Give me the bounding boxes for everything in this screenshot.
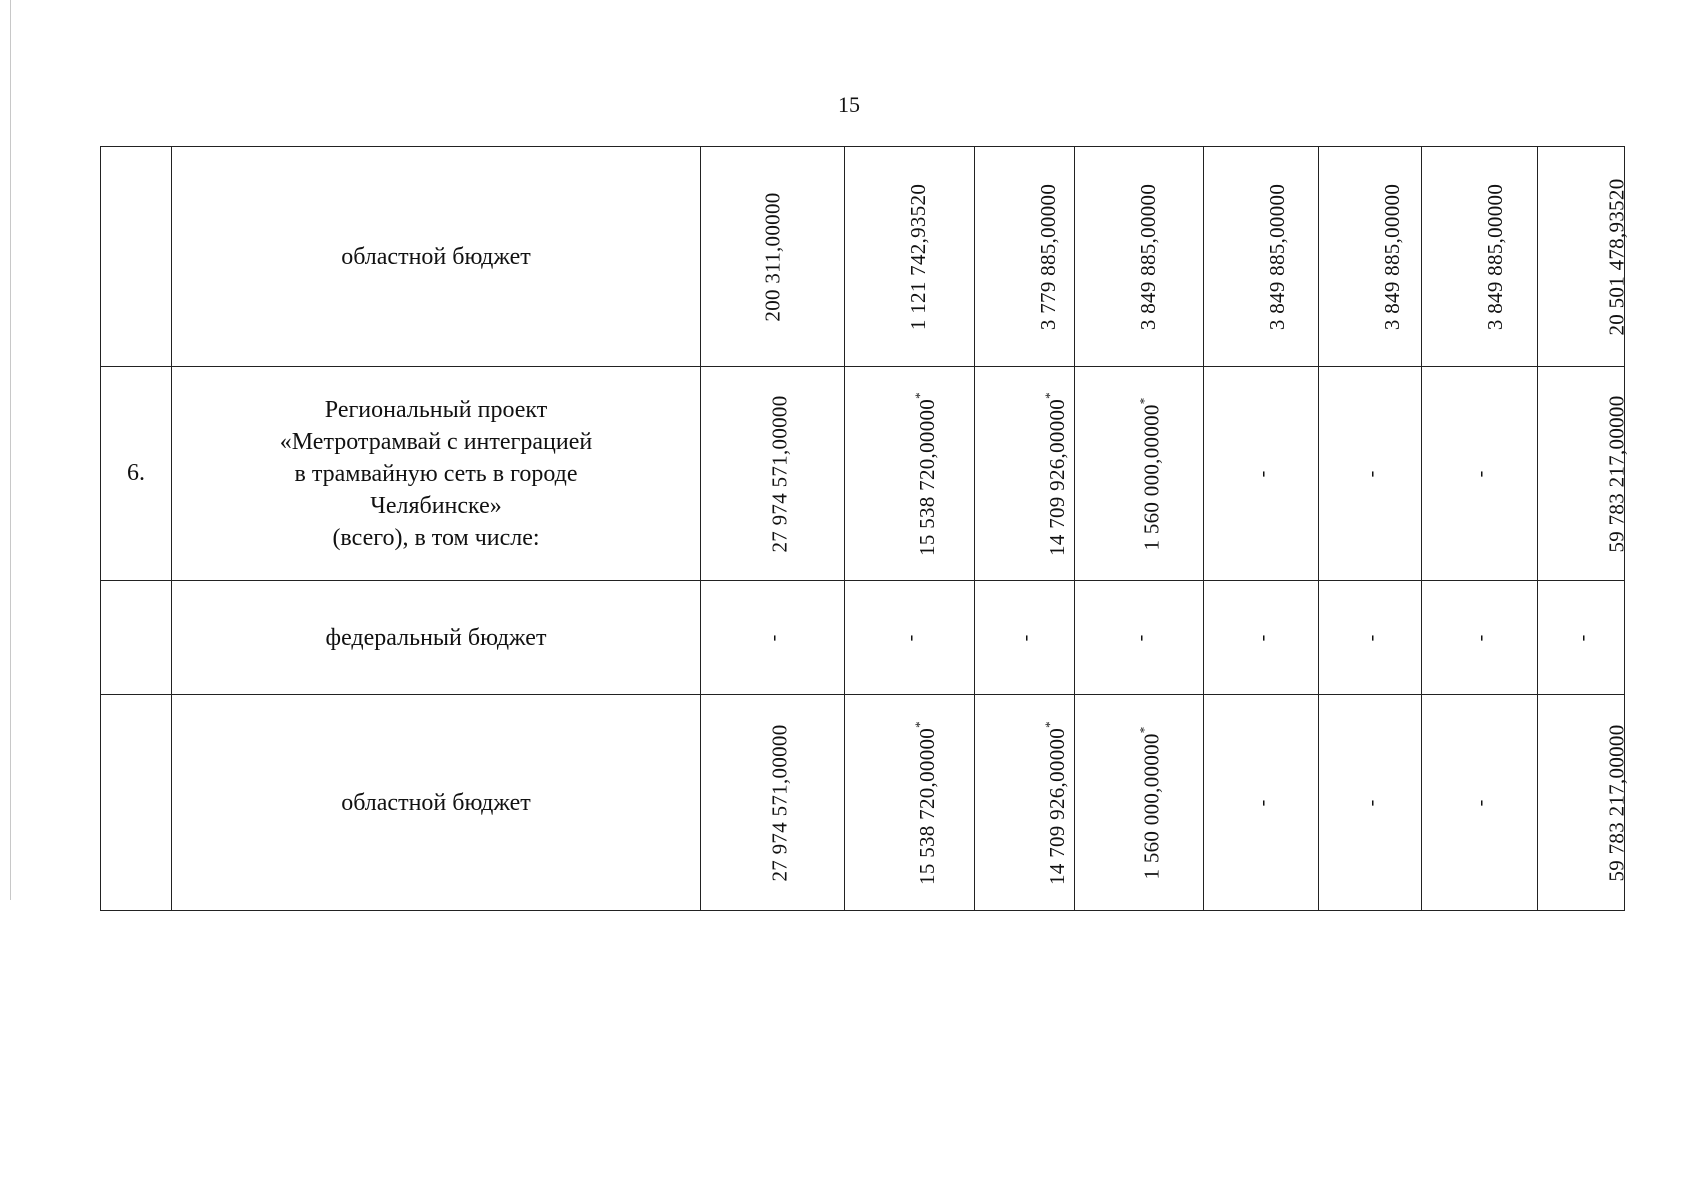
footnote-mark: * [1041, 391, 1057, 399]
value-cell [845, 581, 975, 695]
value-number: 3 849 885,00000 [1380, 183, 1405, 330]
value-text [760, 634, 786, 641]
value-cell [1075, 695, 1204, 911]
value-cell [1075, 367, 1204, 581]
value-number: 1 560 000,00000 [1139, 403, 1164, 551]
scan-left-edge [10, 0, 11, 900]
row-name-cell [172, 581, 701, 695]
value-text [1126, 634, 1152, 641]
value-cell [701, 367, 845, 581]
page-number: 15 [838, 92, 860, 117]
table-row [101, 581, 1625, 695]
row-name-line: областной бюджет [341, 789, 531, 816]
value-cell [1422, 147, 1538, 367]
value-number: 14 709 926,00000 [1044, 727, 1069, 885]
value-number: 15 538 720,00000 [914, 727, 939, 885]
value-cell [1538, 581, 1625, 695]
value-text [760, 192, 786, 321]
value-cell [1422, 367, 1538, 581]
value-cell [1075, 147, 1204, 367]
value-text [1379, 183, 1405, 329]
value-text [1357, 470, 1383, 477]
value-text [767, 724, 793, 881]
row-name-line: областной бюджет [341, 243, 531, 270]
row-name-cell [172, 367, 701, 581]
value-cell [1204, 367, 1319, 581]
value-text [1035, 183, 1061, 329]
value-cell [975, 367, 1075, 581]
value-cell [1319, 695, 1422, 911]
value-cell [975, 695, 1075, 911]
value-text [1248, 470, 1274, 477]
row-number-cell [101, 695, 172, 911]
value-text [1136, 396, 1165, 551]
value-cell [1204, 695, 1319, 911]
footnote-mark: * [911, 391, 927, 399]
value-cell [1538, 695, 1629, 911]
value-text [1012, 634, 1038, 641]
row-number-cell [101, 147, 172, 367]
footnote-mark: * [1136, 396, 1152, 404]
value-number: 3 849 885,00000 [1136, 183, 1161, 330]
value-text [911, 720, 940, 885]
row-name-cell [172, 147, 701, 367]
value-number: - [1250, 634, 1273, 641]
value-cell [1422, 695, 1538, 911]
footnote-mark: * [911, 720, 927, 728]
value-cell [1075, 581, 1204, 695]
value-number: 27 974 571,00000 [767, 394, 792, 553]
value-number: - [1359, 634, 1382, 641]
value-text [897, 634, 923, 641]
value-cell [975, 147, 1075, 367]
value-number: 15 538 720,00000 [914, 398, 939, 556]
table-row [101, 147, 1625, 367]
value-number: 1 121 742,93520 [906, 183, 931, 330]
value-number: - [1469, 799, 1492, 806]
value-number: 200 311,00000 [760, 191, 785, 322]
footnote-mark: * [1136, 725, 1152, 733]
value-text [1604, 178, 1630, 335]
row-name-line: (всего), в том числе: [332, 524, 540, 551]
value-text [1357, 799, 1383, 806]
value-number: 1 560 000,00000 [1139, 732, 1164, 880]
table-row [101, 695, 1625, 911]
value-number: - [1014, 634, 1037, 641]
value-text [767, 395, 793, 552]
value-number: 59 783 217,00000 [1604, 394, 1629, 553]
value-number: - [762, 634, 785, 641]
value-cell [975, 581, 1075, 695]
value-number: - [1469, 634, 1492, 641]
value-number: 14 709 926,00000 [1044, 398, 1069, 556]
value-text [1568, 634, 1594, 641]
value-number: - [1128, 634, 1151, 641]
value-number: 3 779 885,00000 [1036, 183, 1061, 330]
value-cell [845, 367, 975, 581]
value-cell [701, 147, 845, 367]
row-name-line: Региональный проект [324, 396, 548, 423]
value-text [1467, 634, 1493, 641]
value-text [1357, 634, 1383, 641]
row-name-cell [172, 695, 701, 911]
value-text [1248, 634, 1274, 641]
value-cell [1204, 147, 1319, 367]
row-name-line: федеральный бюджет [325, 624, 547, 651]
value-number: 27 974 571,00000 [767, 723, 792, 882]
value-text [1604, 724, 1630, 881]
value-cell [1204, 581, 1319, 695]
value-text [1604, 395, 1630, 552]
value-cell [845, 147, 975, 367]
value-cell [1538, 367, 1629, 581]
value-text [1467, 799, 1493, 806]
value-cell [701, 695, 845, 911]
value-text [1264, 183, 1290, 329]
footnote-mark: * [1041, 720, 1057, 728]
value-number: 20 501 478,93520 [1604, 177, 1629, 336]
value-cell [1319, 581, 1422, 695]
value-text [1467, 470, 1493, 477]
row-name-line: «Метротрамвай с интеграцией [279, 428, 593, 455]
row-number-cell [101, 581, 172, 695]
value-cell [701, 581, 845, 695]
table-row [101, 367, 1625, 581]
value-text [911, 391, 940, 556]
value-cell [1319, 147, 1422, 367]
value-number: - [1469, 470, 1492, 477]
value-text [1136, 725, 1165, 880]
value-number: 3 849 885,00000 [1265, 183, 1290, 330]
value-number: - [899, 634, 922, 641]
value-number: - [1570, 634, 1593, 641]
value-text [1041, 720, 1070, 885]
value-number: 59 783 217,00000 [1604, 723, 1629, 882]
row-name-line: в трамвайную сеть в городе [294, 460, 578, 487]
value-text [1482, 183, 1508, 329]
value-number: - [1250, 470, 1273, 477]
value-cell [1422, 581, 1538, 695]
row-number-cell: 6. [101, 367, 172, 581]
row-name-line: Челябинске» [370, 492, 502, 519]
value-cell [1538, 147, 1629, 367]
value-number: 3 849 885,00000 [1483, 183, 1508, 330]
value-number: - [1359, 470, 1382, 477]
value-cell [1319, 367, 1422, 581]
value-text [1248, 799, 1274, 806]
budget-table [100, 146, 1629, 911]
value-number: - [1359, 799, 1382, 806]
value-text [1041, 391, 1070, 556]
value-text [905, 183, 931, 329]
budget-table-body [101, 147, 1629, 911]
value-number: - [1250, 799, 1273, 806]
value-text [1135, 183, 1161, 329]
value-cell [845, 695, 975, 911]
